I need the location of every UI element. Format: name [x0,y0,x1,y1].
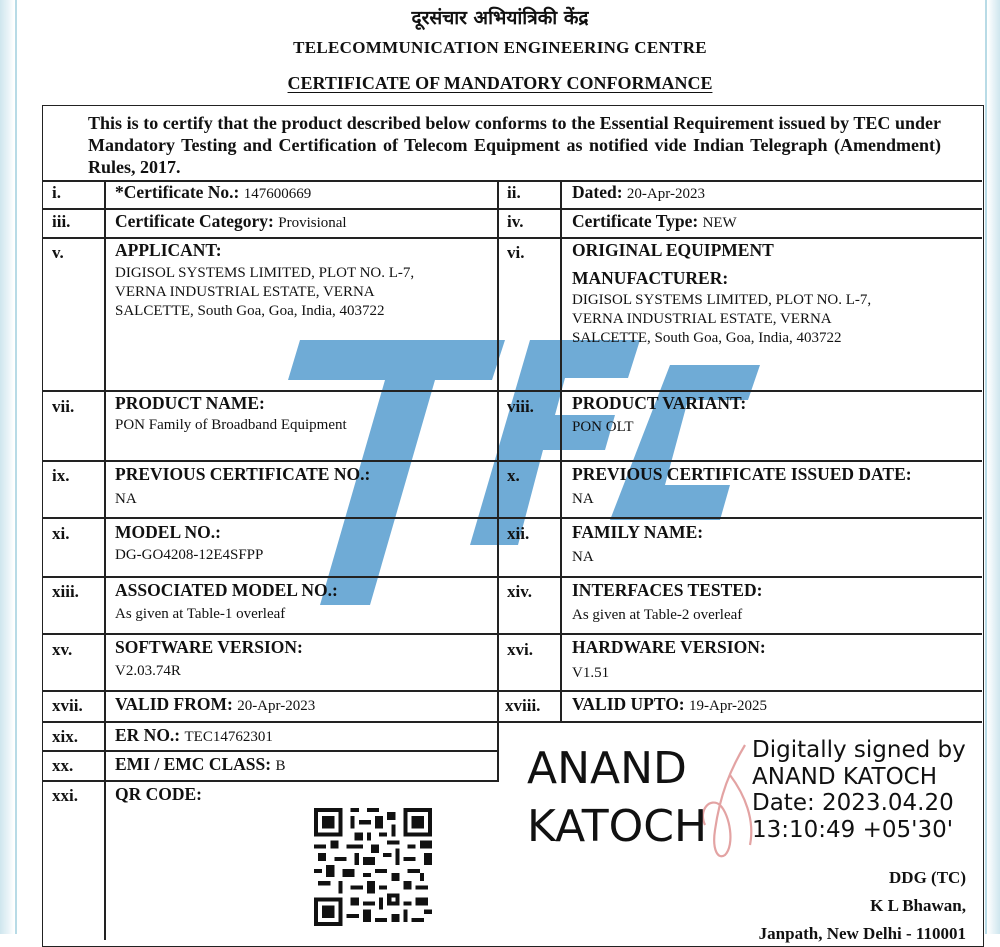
oem-address-1: DIGISOL SYSTEMS LIMITED, PLOT NO. L-7, [572,292,872,308]
office-address: Janpath, New Delhi - 110001 [758,924,966,943]
emi-class-value: B [275,758,286,774]
qr-code-label: QR CODE: [115,784,203,804]
valid-upto-field: VALID UPTO: 19-Apr-2025 [572,694,768,714]
intro-statement: This is to certify that the product described below conforms to the Essential Requirement issued by TEC under Mandatory Testing and Certification of Telecom Equipment as notified vide Indian Telegraph (Amendment) Rules, 2017. [88,113,941,177]
num-viii: viii. [507,397,534,416]
office-name: K L Bhawan, [870,896,966,915]
applicant-address-1: DIGISOL SYSTEMS LIMITED, PLOT NO. L-7, [115,265,415,281]
page-edge-left [0,0,14,934]
hardware-value: V1.51 [572,665,610,681]
family-name-label: FAMILY NAME: [572,522,704,542]
software-value: V2.03.74R [115,663,181,679]
num-x: x. [507,466,520,485]
num-ix: ix. [52,466,70,485]
num-xii: xii. [507,524,530,543]
oem-address-2: VERNA INDUSTRIAL ESTATE, VERNA [572,311,832,327]
family-name-value: NA [572,549,594,565]
assoc-model-value: As given at Table-1 overleaf [115,606,286,622]
product-variant-value: PON OLT [572,419,634,435]
num-iii: iii. [52,212,71,231]
qr-code[interactable] [314,808,432,926]
num-xi: xi. [52,524,70,543]
oem-label-1: ORIGINAL EQUIPMENT [572,240,774,260]
num-xv: xv. [52,640,73,659]
num-vii: vii. [52,397,75,416]
prev-cert-date-value: NA [572,491,594,507]
hindi-title: दूरसंचार अभियांत्रिकी केंद्र [411,7,589,29]
num-xx: xx. [52,756,74,775]
valid-from-value: 20-Apr-2023 [237,698,316,714]
designation: DDG (TC) [889,868,966,887]
hardware-label: HARDWARE VERSION: [572,637,766,657]
num-xxi: xxi. [52,786,78,805]
num-xiii: xiii. [52,582,79,601]
num-xvii: xvii. [52,696,83,715]
num-xix: xix. [52,727,78,746]
emi-class-field: EMI / EMC CLASS: B [115,754,286,774]
interfaces-value: As given at Table-2 overleaf [572,607,743,623]
software-label: SOFTWARE VERSION: [115,637,303,657]
applicant-label: APPLICANT: [115,240,222,260]
digital-signature-info: Digitally signed by ANAND KATOCH Date: 2023.04.20 13:10:49 +05'30' [752,737,966,843]
num-xvi: xvi. [507,640,533,659]
product-name-label: PRODUCT NAME: [115,393,265,413]
page-edge-right [988,0,1000,934]
num-i: i. [52,183,61,202]
num-iv: iv. [507,212,524,231]
product-name-value: PON Family of Broadband Equipment [115,417,347,433]
page-edge-right-line [985,0,987,934]
prev-cert-no-value: NA [115,491,137,507]
category-field: Certificate Category: Provisional [115,211,347,231]
assoc-model-label: ASSOCIATED MODEL NO.: [115,580,338,600]
category-value: Provisional [278,215,347,231]
num-xiv: xiv. [507,582,533,601]
org-name: TELECOMMUNICATION ENGINEERING CENTRE [293,38,707,57]
interfaces-label: INTERFACES TESTED: [572,580,763,600]
type-field: Certificate Type: NEW [572,211,737,231]
applicant-address-2: VERNA INDUSTRIAL ESTATE, VERNA [115,284,375,300]
valid-upto-value: 19-Apr-2025 [689,698,768,714]
num-vi: vi. [507,243,525,262]
certificate-title: CERTIFICATE OF MANDATORY CONFORMANCE [287,73,713,93]
model-no-value: DG-GO4208-12E4SFPP [115,547,264,563]
num-v: v. [52,243,64,262]
type-value: NEW [702,215,737,231]
model-no-label: MODEL NO.: [115,522,221,542]
certificate-no-field: *Certificate No.: 147600669 [115,182,312,202]
valid-from-field: VALID FROM: 20-Apr-2023 [115,694,316,714]
num-xviii: xviii. [505,696,541,715]
applicant-address-3: SALCETTE, South Goa, Goa, India, 403722 [115,303,385,319]
signer-name: ANAND KATOCH [527,743,708,852]
page-edge-left-line [15,0,17,934]
oem-label-2: MANUFACTURER: [572,268,729,288]
product-variant-label: PRODUCT VARIANT: [572,393,747,413]
certificate-no-value: 147600669 [243,186,312,202]
prev-cert-no-label: PREVIOUS CERTIFICATE NO.: [115,464,371,484]
er-no-value: TEC14762301 [184,729,273,745]
dated-value: 20-Apr-2023 [626,186,705,202]
oem-address-3: SALCETTE, South Goa, Goa, India, 403722 [572,330,842,346]
prev-cert-date-label: PREVIOUS CERTIFICATE ISSUED DATE: [572,464,912,484]
dated-field: Dated: 20-Apr-2023 [572,182,705,202]
num-ii: ii. [507,183,521,202]
er-no-field: ER NO.: TEC14762301 [115,725,273,745]
